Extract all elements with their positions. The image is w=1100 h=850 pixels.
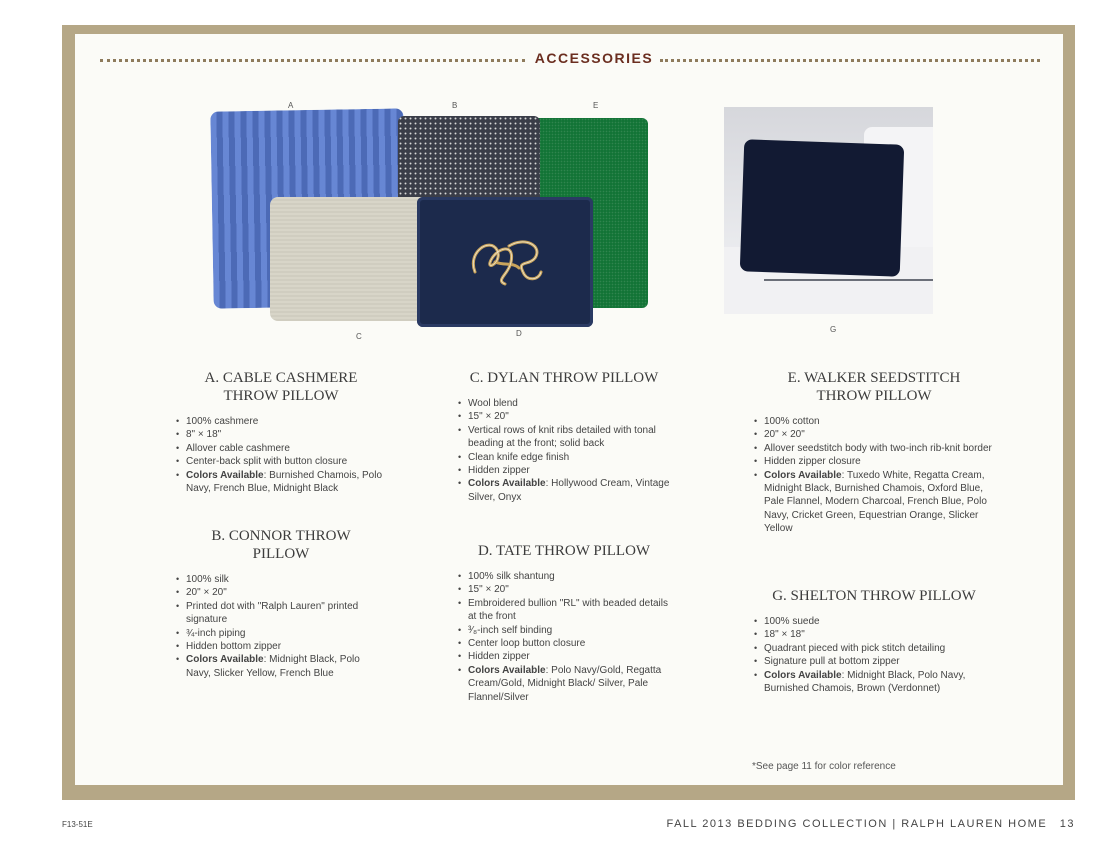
spec-item: • Hidden zipper bbox=[458, 650, 670, 663]
image-label-a: A bbox=[288, 101, 294, 110]
product-d-specs bbox=[458, 570, 670, 704]
colors-available: • Colors Available: Midnight Black, Polo Navy, Slicker Yellow, French Blue bbox=[176, 653, 386, 680]
footer-text: FALL 2013 BEDDING COLLECTION | RALPH LAUREN HOME bbox=[666, 818, 1048, 830]
shelton-suede-pillow bbox=[740, 139, 905, 277]
spec-item: • Allover cable cashmere bbox=[176, 442, 386, 455]
spec-item: • 15" × 20" bbox=[458, 410, 670, 423]
product-g-title: G. SHELTON THROW PILLOW bbox=[772, 588, 976, 604]
spec-item: • 20" × 20" bbox=[754, 428, 994, 441]
spec-item: • Wool blend bbox=[458, 397, 670, 410]
colors-available: • Colors Available: Tuxedo White, Regatta Cream, Midnight Black, Burnished Chamois, Oxford Blue, Pale Flannel, Modern Charcoal, French Blue, Polo Navy, Cricket Green, Equestrian Orange, Slicker Yellow bbox=[754, 469, 994, 536]
page-number: 13 bbox=[1059, 818, 1075, 830]
section-title: ACCESSORIES bbox=[534, 50, 654, 66]
product-a-specs bbox=[176, 415, 386, 495]
colors-available: • Colors Available: Burnished Chamois, Polo Navy, French Blue, Midnight Black bbox=[176, 469, 386, 496]
image-label-g: G bbox=[830, 325, 837, 334]
footer bbox=[666, 818, 1075, 830]
image-label-e: E bbox=[593, 101, 599, 110]
image-label-c: C bbox=[356, 332, 362, 341]
spec-item: • 20" × 20" bbox=[176, 586, 386, 599]
product-g bbox=[754, 587, 994, 695]
color-reference-note: *See page 11 for color reference bbox=[752, 761, 896, 772]
spec-item: • Embroidered bullion "RL" with beaded details at the front bbox=[458, 597, 670, 624]
product-e bbox=[754, 369, 994, 536]
product-a-title: A. CABLE CASHMERE THROW PILLOW bbox=[204, 370, 358, 404]
product-d-title: D. TATE THROW PILLOW bbox=[477, 543, 651, 559]
colors-available: • Colors Available: Hollywood Cream, Vintage Silver, Onyx bbox=[458, 477, 670, 504]
product-a bbox=[176, 369, 386, 495]
spec-item: • Hidden zipper closure bbox=[754, 455, 994, 468]
spec-item: • 100% silk bbox=[176, 573, 386, 586]
spec-item: • Center loop button closure bbox=[458, 637, 670, 650]
spec-item: • 8" × 18" bbox=[176, 428, 386, 441]
footer-code: F13-51E bbox=[62, 820, 93, 829]
colors-available: • Colors Available: Polo Navy/Gold, Regatta Cream/Gold, Midnight Black/ Silver, Pale Flannel/Silver bbox=[458, 664, 670, 704]
tate-pillow-image bbox=[417, 197, 593, 327]
spec-item: • ¾-inch piping bbox=[176, 627, 386, 640]
shelton-pillow-photo bbox=[724, 107, 933, 314]
spec-item: • Hidden zipper bbox=[458, 464, 670, 477]
spec-item: • 100% cashmere bbox=[176, 415, 386, 428]
spec-item: • Quadrant pieced with pick stitch detailing bbox=[754, 642, 994, 655]
spec-item: • 100% suede bbox=[754, 615, 994, 628]
spec-item: • 18" × 18" bbox=[754, 628, 994, 641]
spec-item: • Printed dot with "Ralph Lauren" printed signature bbox=[176, 600, 386, 627]
spec-item: • 15" × 20" bbox=[458, 583, 670, 596]
product-b-title: B. CONNOR THROW PILLOW bbox=[211, 528, 351, 562]
spec-item: • Signature pull at bottom zipper bbox=[754, 655, 994, 668]
product-c-title: C. DYLAN THROW PILLOW bbox=[469, 370, 659, 386]
header-rule-left bbox=[100, 59, 525, 62]
spec-item: • 100% silk shantung bbox=[458, 570, 670, 583]
spec-item: • Clean knife edge finish bbox=[458, 451, 670, 464]
spec-item: • Center-back split with button closure bbox=[176, 455, 386, 468]
product-g-specs bbox=[754, 615, 994, 695]
product-b-specs bbox=[176, 573, 386, 680]
rl-monogram-icon bbox=[465, 232, 545, 290]
spec-item: • Allover seedstitch body with two-inch rib-knit border bbox=[754, 442, 994, 455]
dylan-pillow-image bbox=[270, 197, 430, 321]
product-e-title: E. WALKER SEEDSTITCH THROW PILLOW bbox=[787, 370, 961, 404]
spec-item: • Vertical rows of knit ribs detailed with tonal beading at the front; solid back bbox=[458, 424, 670, 451]
product-b bbox=[176, 527, 386, 680]
header-rule-right bbox=[660, 59, 1040, 62]
product-e-specs bbox=[754, 415, 994, 536]
image-label-d: D bbox=[516, 329, 522, 338]
product-c bbox=[458, 369, 670, 504]
spec-item: • Hidden bottom zipper bbox=[176, 640, 386, 653]
spec-item: • ³⁄₈-inch self binding bbox=[458, 624, 670, 637]
section-header bbox=[100, 50, 1040, 70]
product-d bbox=[458, 542, 670, 704]
colors-available: • Colors Available: Midnight Black, Polo Navy, Burnished Chamois, Brown (Verdonnet) bbox=[754, 669, 994, 696]
product-c-specs bbox=[458, 397, 670, 504]
spec-item: • 100% cotton bbox=[754, 415, 994, 428]
image-label-b: B bbox=[452, 101, 458, 110]
